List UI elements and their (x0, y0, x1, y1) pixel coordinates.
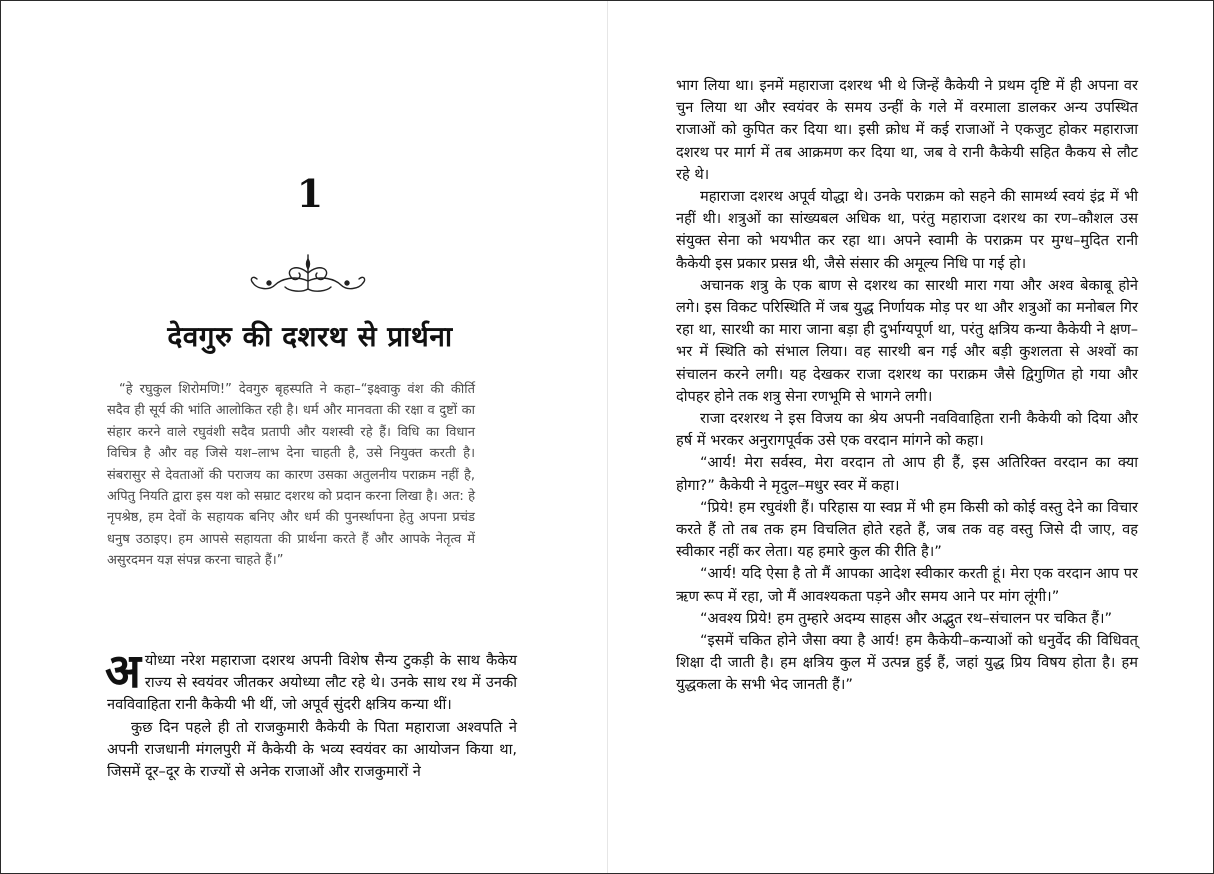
paragraph: भाग लिया था। इनमें महाराजा दशरथ भी थे जिन्हें कैकेयी ने प्रथम दृष्टि में ही अपना वर चुन लिया था और स्वयंवर के समय उन्हीं के गले में वरमाला डालकर अन्य उपस्थित राजाओं को कुपित कर दिया था। इसी क्रोध में कई राजाओं ने एकजुट होकर महाराजा दशरथ पर मार्ग में तब आक्रमण कर दिया था, जब वे रानी कैकेयी सहित कैकय से लौट रहे थे। (676, 77, 1138, 183)
epigraph (107, 379, 475, 572)
paragraph (105, 644, 517, 717)
paragraph: कुछ दिन पहले ही तो राजकुमारी कैकेयी के पिता महाराजा अश्वपति ने अपनी राजधानी मंगलपुरी में कैकेयी के भव्य स्वयंवर का आयोजन किया था, जिसमें दूर–दूर के राज्यों से अनेक राजाओं और राजकुमारों ने (107, 718, 517, 781)
chapter-number: 1 (296, 171, 324, 216)
epigraph-text: “हे रघुकुल शिरोमणि!” देवगुरु बृहस्पति ने कहा–“इक्ष्वाकु वंश की कीर्ति सदैव ही सूर्य की भांति आलोकित रही है। धर्म और मानवता की रक्षा व दुष्टों का संहार करने वाले रघुवंशी सदैव प्रतापी और यशस्वी रहे हैं। विधि का विधान विचित्र है और वह जिसे यश–लाभ देना चाहती है, उसे नियुक्त करती है। संबरासुर से देवताओं की पराजय का कारण उसका अतुलनीय पराक्रम नहीं है, अपितु नियति द्वारा इस यश को सम्राट दशरथ को प्रदान करना लिखा है। अत: हे नृपश्रेष्ठ, हम देवों के सहायक बनिए और धर्म की पुनर्स्थापना हेतु अपना प्रचंड धनुष उठाइए। हम आपसे सहायता की प्रार्थना करते हैं और आपके नेतृत्व में असुरदमन यज्ञ संपन्न करना चाहते हैं।” (107, 382, 475, 569)
paragraph: “आर्य! मेरा सर्वस्व, मेरा वरदान तो आप ही हैं, इस अतिरिक्त वरदान का क्या होगा?” कैकेयी ने मृदुल–मधुर स्वर में कहा। (676, 454, 1138, 494)
left-page (1, 1, 607, 873)
left-body-text (105, 644, 517, 783)
paragraph: अचानक शत्रु के एक बाण से दशरथ का सारथी मारा गया और अश्व बेकाबू होने लगे। इस विकट परिस्थिति में जब युद्ध निर्णायक मोड़ पर था और शत्रुओं का मनोबल गिर रहा था, सारथी का मारा जाना बड़ा ही दुर्भाग्यपूर्ण था, परंतु क्षत्रिय कन्या कैकेयी ने क्षण–भर में स्थिति को संभाल लिया। वह सारथी बन गई और बड़ी कुशलता से अश्वों का संचालन करने लगी। यह देखकर राजा दशरथ का पराक्रम जैसे द्विगुणित हो गया और दोपहर होने तक शत्रु सेना रणभूमि से भागने लगी। (676, 276, 1138, 405)
paragraph: “अवश्य प्रिये! हम तुम्हारे अदम्य साहस और अद्भुत रथ–संचालन पर चकित हैं।” (700, 609, 1113, 627)
right-page (608, 1, 1213, 873)
drop-cap: अ (105, 644, 141, 699)
paragraph: महाराजा दशरथ अपूर्व योद्धा थे। उनके पराक्रम को सहने की सामर्थ्य स्वयं इंद्र में भी नहीं थी। शत्रुओं का सांख्यबल अधिक था, परंतु महाराजा दशरथ का रण–कौशल उस संयुक्त सेना को भयभीत कर रहा था। अपने स्वामी के पराक्रम पर मुग्ध–मुदित रानी कैकेयी इस प्रकार प्रसन्न थी, जैसे संसार की अमूल्य निधि पा गई हो। (676, 188, 1138, 272)
chapter-title: देवगुरु की दशरथ से प्रार्थना (167, 320, 453, 353)
paragraph: राजा दरशरथ ने इस विजय का श्रेय अपनी नवविवाहिता रानी कैकेयी को दिया और हर्ष में भरकर अनुरागपूर्वक उसे एक वरदान मांगने को कहा। (676, 410, 1138, 450)
paragraph: “आर्य! यदि ऐसा है तो मैं आपका आदेश स्वीकार करती हूं। मेरा एक वरदान आप पर ऋण रूप में रहा, जो मैं आवश्यकता पड़ने और समय आने पर मांग लूंगी।” (676, 565, 1138, 605)
right-body-text (676, 75, 1138, 697)
paragraph: “इसमें चकित होने जैसा क्या है आर्य! हम कैकेयी–कन्याओं को धनुर्वेद की विधिवत् शिक्षा दी जाती है। हम क्षत्रिय कुल में उत्पन्न हुई हैं, जहां युद्ध प्रिय विषय होता है। हम युद्धकला के सभी भेद जानती हैं।” (676, 632, 1138, 694)
chapter-ornament-icon (245, 253, 371, 297)
paragraph: “प्रिये! हम रघुवंशी हैं। परिहास या स्वप्न में भी हम किसी को कोई वस्तु देने का विचार करते हैं तो तब तक हम विचलित होते रहते हैं, जब तक वह वस्तु जिसे दी जाए, वह स्वीकार नहीं कर लेता। यह हमारे कुल की रीति है।” (676, 498, 1138, 561)
paragraph-text: योध्या नरेश महाराजा दशरथ अपनी विशेष सैन्य टुकड़ी के साथ कैकेय राज्य से स्वयंवर जीतकर अयोध्या लौट रहे थे। उनके साथ रथ में उनकी नवविवाहिता रानी कैकेयी भी थीं, जो अपूर्व सुंदरी क्षत्रिय कन्या थीं। (107, 652, 517, 714)
